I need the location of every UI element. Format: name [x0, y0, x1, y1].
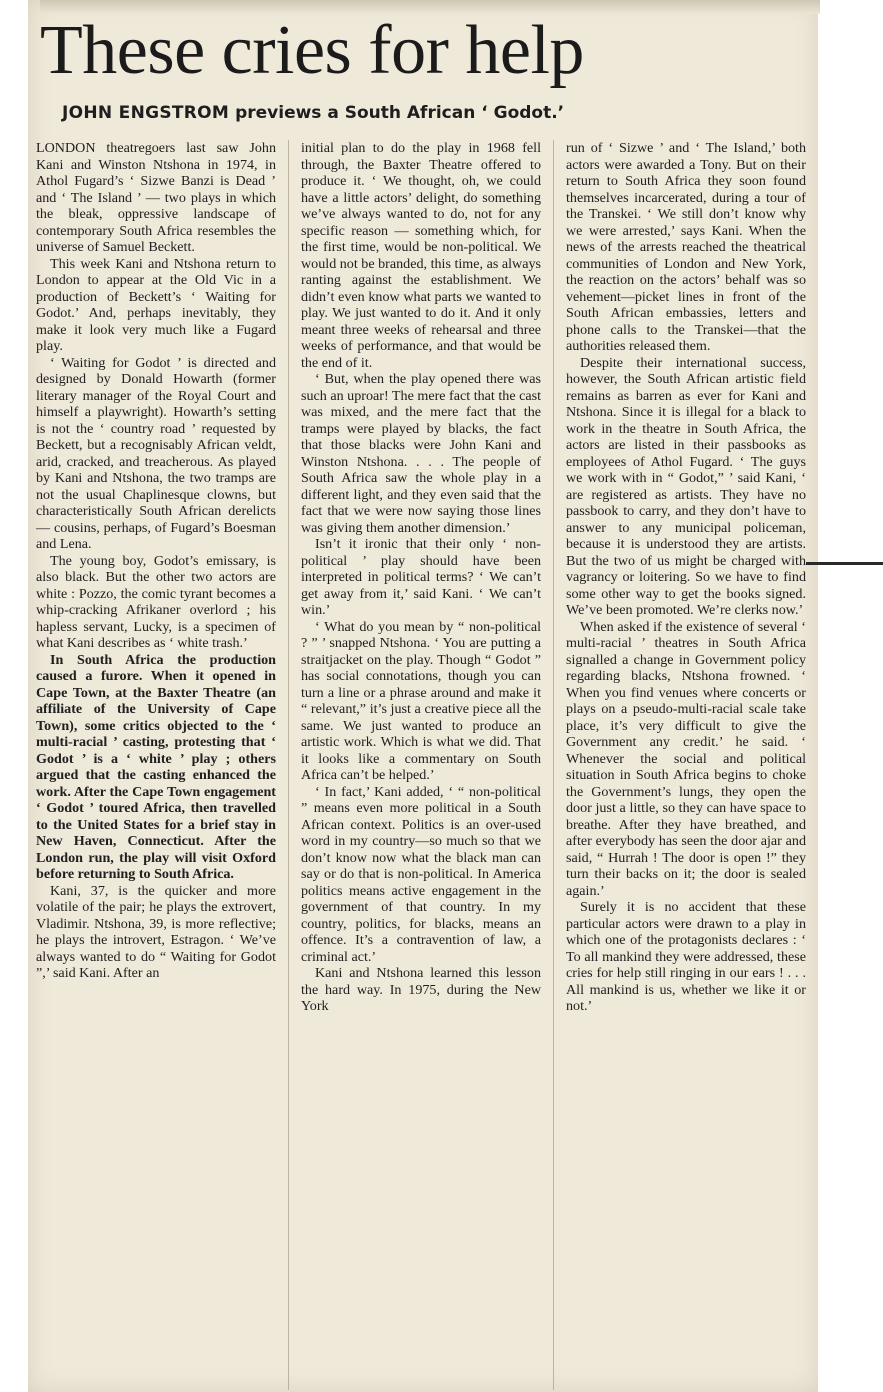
byline-author: JOHN ENGSTROM	[62, 103, 230, 123]
column-divider	[288, 140, 289, 1390]
paragraph: Surely it is no accident that these particular actors were drawn to a play in which one of the protagonists declares : ‘ To all mankind they were addressed, these cries for help still ringing in our ears ! . . . All mankind is us, whether we like it or not.’	[566, 899, 806, 1014]
paragraph: Despite their international success, however, the South African artistic field remains as barren as ever for Kani and Ntshona. Since it is illegal for a black to work in the theatre in South Africa, the actors are listed in their passbooks as employees of Athol Fugard. ‘ The guys we work with in “ Godot,” ’ said Kani, ‘ are registered as artists. They have no passbook to carry, and they don’t have to answer to any municipal policeman, because it is understood they are artists. But the two of us might be charged with vagrancy or loitering. So we have to find some other way to get the books signed. We’ve been promoted. We’re clerks now.’	[566, 354, 806, 618]
paragraph: ‘ In fact,’ Kani added, ‘ “ non-political ” means even more political in a South African context. Politics is an over-used word in my country—so much so that we don’t know now what the black man can say or do that is non-political. In America politics means active engagement in the government of that country. In my country, politics, for blacks, means an offence. It’s a contravention of law, a criminal act.’	[301, 783, 541, 965]
paragraph: Kani, 37, is the quicker and more volatile of the pair; he plays the extrovert, Vladimir. Ntshona, 39, is more reflective; he plays the introvert, Estragon. ‘ We’ve always wanted to do “ Waiting for Godot ”,’ said Kani. After an	[36, 882, 276, 981]
article-column-1	[36, 140, 276, 1390]
paragraph: Isn’t it ironic that their only ‘ non-political ’ play should have been interpreted in political terms? ‘ We can’t get away from it,’ said Kani. ‘ We can’t win.’	[301, 536, 541, 618]
paragraph: The young boy, Godot’s emissary, is also black. But the other two actors are white : Pozzo, the comic tyrant becomes a whip-cracking Afrikaner overlord ; his hapless servant, Lucky, is a specimen of what Kani describes as ‘ white trash.’	[36, 552, 276, 651]
column-divider	[553, 140, 554, 1390]
paragraph: run of ‘ Sizwe ’ and ‘ The Island,’ both actors were awarded a Tony. But on their return to South Africa they soon found themselves incarcerated, during a tour of the Transkei. ‘ We still don’t know why we were arrested,’ says Kani. When the news of the arrests reached the theatrical communities of London and New York, the reaction on the actors’ behalf was so vehement—picket lines in front of the South African embassies, letters and phone calls to the Transkei—that the authorities released them.	[566, 140, 806, 354]
article-column-3	[566, 140, 806, 1390]
page-rule-fragment	[806, 562, 883, 565]
paragraph: In South Africa the production caused a furore. When it opened in Cape Town, at the Baxter Theatre (an affiliate of the University of Cape Town), some critics objected to the ‘ multi-racial ’ casting, protesting that ‘ Godot ’ is a ‘ white ’ play ; others argued that the casting enhanced the work. After the Cape Town engagement ‘ Godot ’ toured Africa, then travelled to the United States for a brief stay in New Haven, Connecticut. After the London run, the play will visit Oxford before returning to South Africa.	[36, 651, 276, 882]
paragraph: When asked if the existence of several ‘ multi-racial ’ theatres in South Africa signalled a change in Government policy regarding blacks, Ntshona frowned. ‘ When you find venues where concerts or plays on a pseudo-multi-racial scale take place, it’s very difficult to give the Government any credit.’ he said. ‘ Whenever the social and political situation in South Africa begins to choke the Government’s lungs, they open the door just a little, so they can have space to breathe. After they have breathed, and after everybody has seen the door ajar and said, “ Hurrah ! The door is open !” they turn their backs on it; the door is sealed again.’	[566, 618, 806, 899]
paragraph: LONDON theatregoers last saw John Kani and Winston Ntshona in 1974, in Athol Fugard’s ‘ Sizwe Banzi is Dead ’ and ‘ The Island ’ — two plays in which the bleak, oppressive landscape of contemporary South Africa resembles the universe of Samuel Beckett.	[36, 140, 276, 255]
article-headline: These cries for help	[40, 12, 584, 89]
byline-text: previews a South African ‘ Godot.’	[229, 103, 565, 123]
article-column-2	[301, 140, 541, 1390]
paragraph: ‘ But, when the play opened there was such an uproar! The mere fact that the cast was mixed, and the mere fact that the tramps were played by blacks, the fact that those blacks were John Kani and Winston Ntshona. . . . The people of South Africa saw the whole play in a different light, and they even said that the fact that we were now saying those lines was giving them another dimension.’	[301, 371, 542, 536]
paragraph: ‘ Waiting for Godot ’ is directed and designed by Donald Howarth (former literary manager of the Royal Court and himself a playwright). Howarth’s setting is not the ‘ country road ’ requested by Beckett, but a recognisably African veldt, arid, cracked, and treacherous. As played by Kani and Ntshona, the two tramps are not the usual Chaplinesque clowns, but characteristically South African derelicts — cousins, perhaps, of Fugard’s Boesman and Lena.	[36, 354, 276, 552]
article-byline	[62, 103, 802, 123]
paragraph: Kani and Ntshona learned this lesson the hard way. In 1975, during the New York	[301, 965, 541, 1014]
paragraph: This week Kani and Ntshona return to London to appear at the Old Vic in a production of Beckett’s ‘ Waiting for Godot.’ And, perhaps inevitably, they make it look very much like a Fugard play.	[36, 255, 276, 354]
paragraph: ‘ What do you mean by “ non-political ? ” ’ snapped Ntshona. ‘ You are putting a straitjacket on the play. Though “ Godot ” has social connotations, though you can turn a line or a phrase around and make it “ relevant,” it’s just a creative piece all the same. We just wanted to produce an artistic work. Which is what we did. That it looks like a commentary on South Africa can’t be helped.’	[301, 618, 541, 783]
article-body	[36, 140, 806, 1390]
paragraph: initial plan to do the play in 1968 fell through, the Baxter Theatre offered to produce it. ‘ We thought, oh, we could have a little actors’ delight, do something we’ve always wanted to do, not for any specific reason — something which, for the first time, would be non-political. We would not be branded, this time, as always ranting against the establishment. We didn’t even know what parts we wanted to play. We just wanted to do it. And it only meant three weeks of rehearsal and three weeks of performance, and that would be the end of it.	[301, 140, 541, 371]
